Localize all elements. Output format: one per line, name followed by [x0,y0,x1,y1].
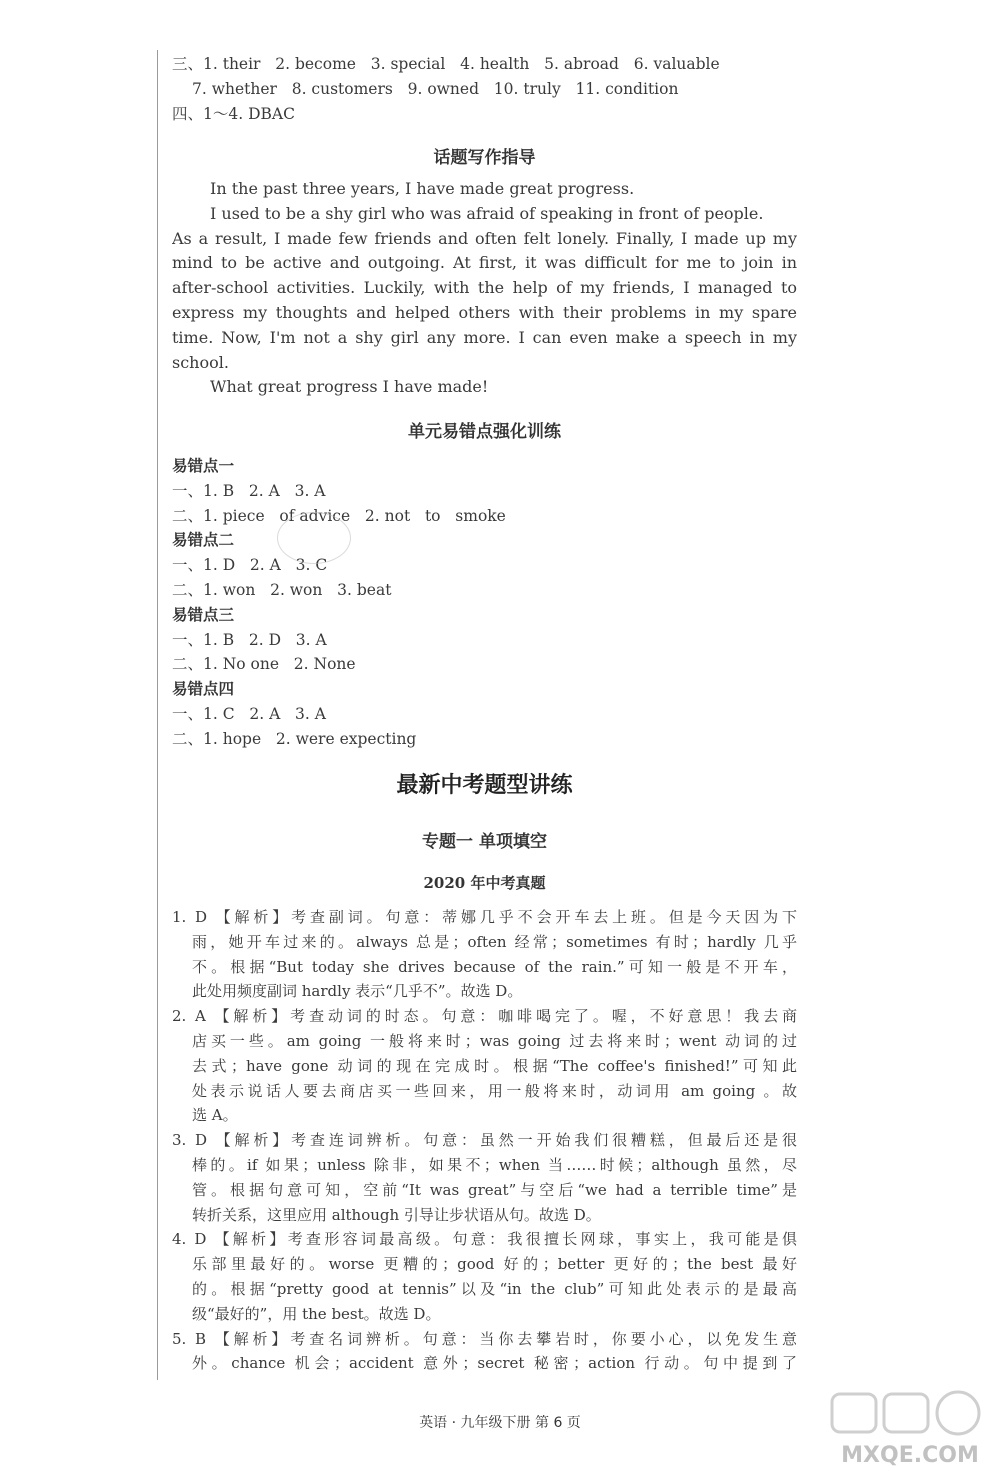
answer-line-1: 三、1. their 2. become 3. special 4. health 5. abroad 6. valuable [172,55,720,73]
error-point-answer: 二、1. piece of advice 2. not to smoke [172,506,506,525]
explanation-line: 外。chance 机会；accident 意外；secret 秘密；action 行动。句中提到了 [192,1354,797,1373]
error-point-answer: 二、1. won 2. won 3. beat [172,580,392,599]
section-title: 最新中考题型讲练 [396,773,573,798]
page-footer: 英语 · 九年级下册 第 6 页 [419,1415,581,1431]
explanation-line: 级“最好的”，用 the best。故选 D。 [192,1304,441,1323]
writing-line: time. Now, I'm not a shy girl any more. I can even make a speech in my [172,327,797,347]
explanation-line: 处表示说话人要去商店买一些回来，用一般将来时，动词用 am going 。故 [192,1081,797,1100]
error-point-answer: 一、1. D 2. A 3. C [172,556,328,575]
writing-line: mind to be active and outgoing. At first, it was difficult for me to join in [172,253,797,273]
explanation-line: 选 A。 [192,1106,238,1125]
explanation-line: 5. B 【解析】考查名词辨析。句意：当你去攀岩时，你要小心，以免发生意 [172,1329,797,1348]
error-point-answer: 一、1. B 2. A 3. A [172,481,326,500]
error-point-label: 易错点三 [172,605,235,624]
error-point-label: 易错点一 [172,457,235,475]
explanation-line: 的。根据“pretty good at tennis”以及“in the club”可知此处表示的是最高 [192,1279,797,1298]
explanation-line: 1. D 【解析】考查副词。句意：蒂娜几乎不会开车去上班。但是今天因为下 [172,908,797,926]
answers-top [172,52,797,126]
explanation-line: 管。根据句意可知，空前“It was great”与空后“we had a terrible time”是 [192,1180,797,1199]
explanation-line: 去式；have gone 动词的现在完成时。根据“The coffee's finished!”可知此 [192,1056,797,1075]
faded-stamp-mark [277,512,351,564]
writing-section [172,142,797,400]
explanation-line: 2. A 【解析】考查动词的时态。句意：咖啡喝完了。喔，不好意思！我去商 [172,1007,797,1026]
writing-line: As a result, I made few friends and often felt lonely. Finally, I made up my [172,228,797,248]
margin-rule [157,50,158,1380]
error-point-answer: 一、1. C 2. A 3. A [172,704,326,723]
explanation-line: 乐部里最好的。worse 更糟的；good 好的；better 更好的；the best 最好 [192,1255,797,1274]
watermark-text: MXQE.COM [841,1443,979,1468]
explanation-line: 3. D 【解析】考查连词辨析。句意：虽然一开始我们很糟糕，但最后还是很 [172,1131,797,1150]
watermark-logo [812,1388,1000,1471]
writing-line: What great progress I have made! [210,377,489,397]
writing-line: In the past three years, I have made great progress. [210,179,635,198]
writing-line: after-school activities. Luckily, with the help of my friends, I managed to [172,278,797,298]
error-points-section [172,416,797,752]
explanation-line: 雨，她开车过来的。always 总是；often 经常；sometimes 有时；hardly 几乎 [192,932,797,951]
writing-line: school. [172,352,229,372]
error-points-title: 单元易错点强化训练 [408,422,561,442]
error-point-label: 易错点二 [172,531,235,550]
error-point-answer: 二、1. hope 2. were expecting [172,729,417,748]
explanation-line: 不。根据“But today she drives because of the rain.”可知一般是不开车， [192,957,797,976]
answer-line-2: 7. whether 8. customers 9. owned 10. truly 11. condition [192,79,679,98]
explanation-line: 转折关系，这里应用 although 引导让步状语从句。故选 D。 [192,1205,601,1224]
exam-section-header [172,770,797,896]
error-point-label: 易错点四 [172,680,235,699]
writing-line: express my thoughts and helped others with their problems in my spare [172,302,797,322]
explanation-line: 店买一些。am going 一般将来时；was going 过去将来时；went 动词的过 [192,1031,797,1050]
error-point-answer: 一、1. B 2. D 3. A [172,630,327,649]
error-point-answer: 二、1. No one 2. None [172,655,356,674]
explanation-line: 棒的。if 如果；unless 除非，如果不；when 当……时候；although 虽然，尽 [192,1155,797,1174]
explanation-line: 4. D 【解析】考查形容词最高级。句意：我很擅长网球，事实上，我可能是俱 [172,1230,797,1249]
writing-title: 话题写作指导 [433,148,536,168]
topic-title: 专题一 单项填空 [422,832,547,852]
explanations-block [172,905,797,1376]
writing-line: I used to be a shy girl who was afraid of speaking in front of people. [210,203,764,223]
explanation-line: 此处用频度副词 hardly 表示“几乎不”。故选 D。 [192,982,523,1001]
answer-line-3: 四、1～4. DBAC [172,104,295,123]
year-subtitle: 2020 年中考真题 [423,874,546,892]
